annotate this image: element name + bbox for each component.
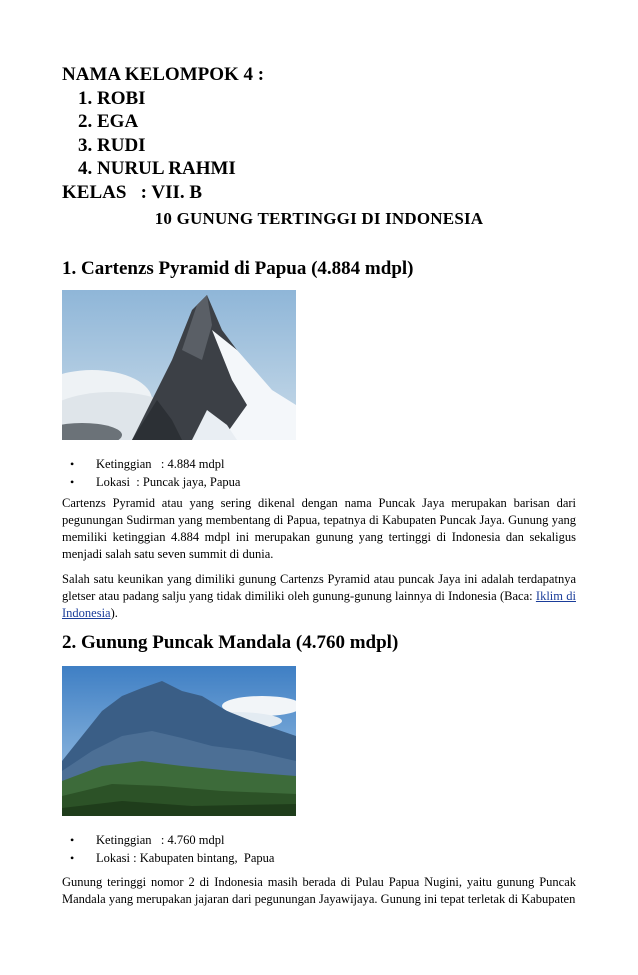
group-name: NAMA KELOMPOK 4 : — [62, 64, 265, 85]
list-item: • Lokasi : Puncak jaya, Papua — [70, 473, 240, 491]
class-line: KELAS : VII. B — [62, 181, 203, 203]
member-2: 2. EGA — [78, 111, 139, 132]
section-2-facts — [70, 831, 274, 867]
member-3: 3. RUDI — [78, 134, 146, 156]
section-1-paragraph-1: Cartenzs Pyramid atau yang sering dikenal dengan nama Puncak Jaya merupakan barisan dari pegunungan Sudirman yang membentang di Papua, tepatnya di Kabupaten Puncak Jaya. Gunung yang memiliki ketinggian 4.884 mdpl ini merupakan gunung yang tertinggi di Indonesia dan sekaligus menjadi salah satu seven summit di dunia. — [62, 496, 576, 561]
section-1-paragraph-2 — [62, 571, 576, 622]
cartenzs-pyramid-photo — [62, 290, 296, 440]
section-1-heading: 1. Cartenzs Pyramid di Papua (4.884 mdpl) — [62, 258, 414, 279]
list-item: • Ketinggian : 4.884 mdpl — [70, 455, 240, 473]
member-4: 4. NURUL RAHMI — [78, 158, 236, 179]
group-info — [62, 63, 264, 204]
section-2-paragraph-1: Gunung teringgi nomor 2 di Indonesia masih berada di Pulau Papua Nugini, yaitu gunung Puncak Mandala yang merupakan jajaran dari pegunungan Jayawijaya. Gunung ini tepat terletak di Kabupaten — [62, 875, 576, 906]
document-title: 10 GUNUNG TERTINGGI DI INDONESIA — [154, 209, 484, 228]
paragraph-text: ). — [110, 606, 118, 620]
list-item: • Ketinggian : 4.760 mdpl — [70, 831, 274, 849]
section-1-facts — [70, 455, 240, 491]
puncak-mandala-photo — [62, 666, 296, 816]
section-2-heading: 2. Gunung Puncak Mandala (4.760 mdpl) — [62, 632, 399, 653]
list-item: • Lokasi : Kabupaten bintang, Papua — [70, 849, 274, 867]
paragraph-text: Salah satu keunikan yang dimiliki gunung Cartenzs Pyramid atau puncak Jaya ini adalah terdapatnya gletser atau padang salju yang tidak dimiliki oleh gunung-gunung lainnya di Indonesia (Baca: — [62, 572, 576, 603]
member-1: 1. ROBI — [78, 87, 146, 109]
iklim-di-indonesia-link[interactable]: Iklim di Indonesia — [62, 589, 576, 620]
